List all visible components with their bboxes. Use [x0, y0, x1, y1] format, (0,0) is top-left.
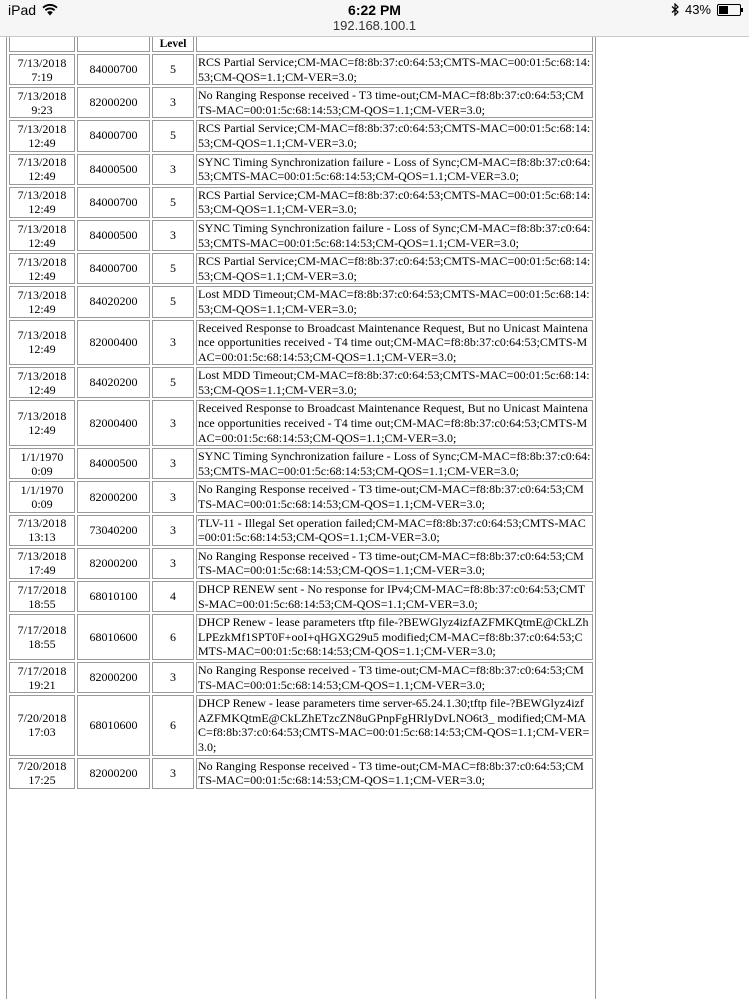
cell-event-code: 68010600 [77, 695, 150, 755]
cell-level: 5 [152, 286, 194, 317]
cell-time: 1/1/1970 0:09 [9, 481, 75, 512]
cell-event-code: 84000700 [77, 253, 150, 284]
cell-level: 3 [152, 758, 194, 789]
cell-level: 5 [152, 187, 194, 218]
cell-time: 7/13/2018 9:23 [9, 87, 75, 118]
address-bar-url[interactable]: 192.168.100.1 [332, 18, 417, 33]
status-right [671, 2, 741, 17]
table-row [9, 87, 593, 118]
cell-time: 7/13/2018 12:49 [9, 187, 75, 218]
table-row [9, 154, 593, 185]
column-header-time [9, 37, 75, 52]
cell-description: RCS Partial Service;CM-MAC=f8:8b:37:c0:64:53;CMTS-MAC=00:01:5c:68:14:53;CM-QOS=1.1;CM-VER=3.0; [196, 253, 593, 284]
cell-time: 7/13/2018 12:49 [9, 154, 75, 185]
cell-time: 7/13/2018 12:49 [9, 120, 75, 151]
cell-description: RCS Partial Service;CM-MAC=f8:8b:37:c0:64:53;CMTS-MAC=00:01:5c:68:14:53;CM-QOS=1.1;CM-VER=3.0; [196, 54, 593, 85]
cell-level: 5 [152, 120, 194, 151]
cell-event-code: 82000200 [77, 481, 150, 512]
cell-event-code: 84020200 [77, 286, 150, 317]
cell-time: 7/13/2018 12:49 [9, 220, 75, 251]
cell-event-code: 84000700 [77, 187, 150, 218]
cell-level: 3 [152, 220, 194, 251]
cell-time: 7/13/2018 12:49 [9, 253, 75, 284]
cell-time: 7/17/2018 18:55 [9, 614, 75, 660]
table-row [9, 367, 593, 398]
cell-description: No Ranging Response received - T3 time-out;CM-MAC=f8:8b:37:c0:64:53;CMTS-MAC=00:01:5c:68:14:53;CM-QOS=1.1;CM-VER=3.0; [196, 662, 593, 693]
cell-time: 7/13/2018 12:49 [9, 286, 75, 317]
cell-description: Received Response to Broadcast Maintenance Request, But no Unicast Maintenance opportunities received - T4 time out;CM-MAC=f8:8b:37:c0:64:53;CMTS-MAC=00:01:5c:68:14:53;CM-QOS=1.1;CM-VER=3.0; [196, 320, 593, 366]
cell-time: 7/13/2018 12:49 [9, 320, 75, 366]
cell-time: 7/13/2018 17:49 [9, 548, 75, 579]
battery-percentage: 43% [684, 2, 711, 17]
cell-description: DHCP RENEW sent - No response for IPv4;CM-MAC=f8:8b:37:c0:64:53;CMTS-MAC=00:01:5c:68:14:53;CM-QOS=1.1;CM-VER=3.0; [196, 581, 593, 612]
cell-time: 7/13/2018 13:13 [9, 515, 75, 546]
cell-level: 3 [152, 400, 194, 446]
cell-time: 7/17/2018 18:55 [9, 581, 75, 612]
cell-time: 7/20/2018 17:25 [9, 758, 75, 789]
table-row [9, 695, 593, 755]
cell-level: 3 [152, 320, 194, 366]
cell-time: 1/1/1970 0:09 [9, 448, 75, 479]
cell-description: No Ranging Response received - T3 time-out;CM-MAC=f8:8b:37:c0:64:53;CMTS-MAC=00:01:5c:68:14:53;CM-QOS=1.1;CM-VER=3.0; [196, 87, 593, 118]
column-header-description [196, 37, 593, 52]
cell-event-code: 68010100 [77, 581, 150, 612]
page-content[interactable] [6, 37, 596, 999]
cell-time: 7/20/2018 17:03 [9, 695, 75, 755]
table-header-row [9, 37, 593, 52]
cell-description: Received Response to Broadcast Maintenance Request, But no Unicast Maintenance opportunities received - T4 time out;CM-MAC=f8:8b:37:c0:64:53;CMTS-MAC=00:01:5c:68:14:53;CM-QOS=1.1;CM-VER=3.0; [196, 400, 593, 446]
table-row [9, 220, 593, 251]
cell-description: SYNC Timing Synchronization failure - Loss of Sync;CM-MAC=f8:8b:37:c0:64:53;CMTS-MAC=00:01:5c:68:14:53;CM-QOS=1.1;CM-VER=3.0; [196, 154, 593, 185]
table-row [9, 320, 593, 366]
cell-description: DHCP Renew - lease parameters tftp file-?BEWGlyz4izfAZFMKQtmE@CkLZhLPEzkMf1SPT0F+ooI+qHGXG29u5 modified;CM-MAC=f8:8b:37:c0:64:53;CMTS-MAC=00:01:5c:68:14:53;CM-QOS=1.1;CM-VER=3.0; [196, 614, 593, 660]
cell-event-code: 82000400 [77, 400, 150, 446]
cell-level: 3 [152, 481, 194, 512]
table-row [9, 187, 593, 218]
cell-event-code: 82000200 [77, 662, 150, 693]
cell-level: 6 [152, 695, 194, 755]
ios-status-bar [0, 0, 749, 37]
bluetooth-icon [671, 3, 679, 16]
cell-level: 5 [152, 253, 194, 284]
cell-event-code: 82000200 [77, 548, 150, 579]
cell-level: 3 [152, 448, 194, 479]
cell-description: TLV-11 - Illegal Set operation failed;CM-MAC=f8:8b:37:c0:64:53;CMTS-MAC=00:01:5c:68:14:53;CM-QOS=1.1;CM-VER=3.0; [196, 515, 593, 546]
cell-event-code: 84000700 [77, 54, 150, 85]
cell-time: 7/13/2018 12:49 [9, 367, 75, 398]
cell-level: 3 [152, 87, 194, 118]
cell-event-code: 73040200 [77, 515, 150, 546]
table-row [9, 662, 593, 693]
device-label: iPad [8, 2, 37, 18]
cell-event-code: 84020200 [77, 367, 150, 398]
cell-description: RCS Partial Service;CM-MAC=f8:8b:37:c0:64:53;CMTS-MAC=00:01:5c:68:14:53;CM-QOS=1.1;CM-VER=3.0; [196, 120, 593, 151]
table-body [9, 54, 593, 789]
cell-event-code: 82000200 [77, 87, 150, 118]
battery-icon [717, 4, 741, 16]
cell-event-code: 84000700 [77, 120, 150, 151]
table-row [9, 581, 593, 612]
table-row [9, 515, 593, 546]
battery-fill [719, 6, 728, 14]
cell-event-code: 82000400 [77, 320, 150, 366]
table-row [9, 400, 593, 446]
cell-description: SYNC Timing Synchronization failure - Loss of Sync;CM-MAC=f8:8b:37:c0:64:53;CMTS-MAC=00:01:5c:68:14:53;CM-QOS=1.1;CM-VER=3.0; [196, 220, 593, 251]
table-row [9, 614, 593, 660]
table-row [9, 548, 593, 579]
cell-level: 3 [152, 154, 194, 185]
table-row [9, 120, 593, 151]
cell-level: 5 [152, 54, 194, 85]
cell-time: 7/13/2018 12:49 [9, 400, 75, 446]
cell-description: No Ranging Response received - T3 time-out;CM-MAC=f8:8b:37:c0:64:53;CMTS-MAC=00:01:5c:68:14:53;CM-QOS=1.1;CM-VER=3.0; [196, 481, 593, 512]
cell-description: Lost MDD Timeout;CM-MAC=f8:8b:37:c0:64:53;CMTS-MAC=00:01:5c:68:14:53;CM-QOS=1.1;CM-VER=3.0; [196, 367, 593, 398]
cell-level: 3 [152, 515, 194, 546]
cell-time: 7/13/2018 7:19 [9, 54, 75, 85]
table-row [9, 286, 593, 317]
cell-description: No Ranging Response received - T3 time-out;CM-MAC=f8:8b:37:c0:64:53;CMTS-MAC=00:01:5c:68:14:53;CM-QOS=1.1;CM-VER=3.0; [196, 758, 593, 789]
clock: 6:22 PM [348, 2, 401, 18]
cell-event-code: 82000200 [77, 758, 150, 789]
cell-level: 6 [152, 614, 194, 660]
cell-event-code: 84000500 [77, 154, 150, 185]
table-row [9, 253, 593, 284]
cell-description: SYNC Timing Synchronization failure - Loss of Sync;CM-MAC=f8:8b:37:c0:64:53;CMTS-MAC=00:01:5c:68:14:53;CM-QOS=1.1;CM-VER=3.0; [196, 448, 593, 479]
table-row [9, 481, 593, 512]
table-row [9, 54, 593, 85]
table-row [9, 448, 593, 479]
table-row [9, 758, 593, 789]
cell-level: 3 [152, 662, 194, 693]
cell-description: DHCP Renew - lease parameters time server-65.24.1.30;tftp file-?BEWGlyz4izfAZFMKQtmE@CkLZhETzcZN8uGPnpFgHRlyDvLNO6t3_ modified;CM-MAC=f8:8b:37:c0:64:53;CMTS-MAC=00:01:5c:68:14:53;CM-QOS=1.1;CM-VER=3.0; [196, 695, 593, 755]
cell-description: Lost MDD Timeout;CM-MAC=f8:8b:37:c0:64:53;CMTS-MAC=00:01:5c:68:14:53;CM-QOS=1.1;CM-VER=3.0; [196, 286, 593, 317]
cell-event-code: 84000500 [77, 448, 150, 479]
cell-event-code: 68010600 [77, 614, 150, 660]
column-header-level: Level [152, 37, 194, 52]
cell-level: 5 [152, 367, 194, 398]
cell-time: 7/17/2018 19:21 [9, 662, 75, 693]
cell-description: No Ranging Response received - T3 time-out;CM-MAC=f8:8b:37:c0:64:53;CMTS-MAC=00:01:5c:68:14:53;CM-QOS=1.1;CM-VER=3.0; [196, 548, 593, 579]
cell-level: 3 [152, 548, 194, 579]
cell-description: RCS Partial Service;CM-MAC=f8:8b:37:c0:64:53;CMTS-MAC=00:01:5c:68:14:53;CM-QOS=1.1;CM-VER=3.0; [196, 187, 593, 218]
column-header-code [77, 37, 150, 52]
cell-event-code: 84000500 [77, 220, 150, 251]
cell-level: 4 [152, 581, 194, 612]
event-log-table [7, 37, 595, 791]
